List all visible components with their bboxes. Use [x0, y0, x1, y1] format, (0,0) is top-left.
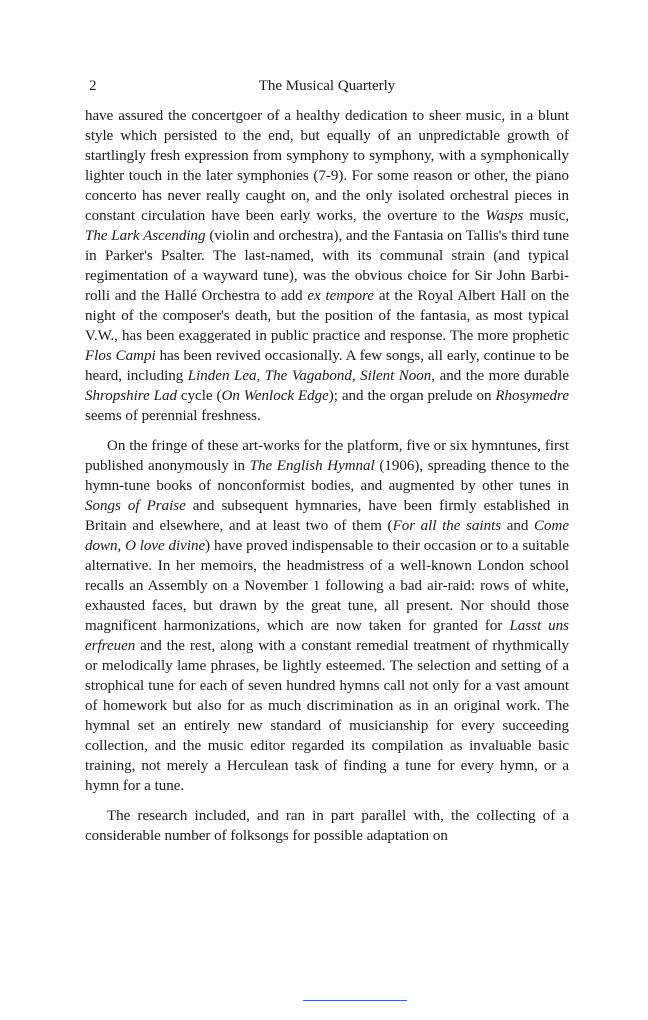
italic-title: Lasst uns erfreuen — [85, 618, 569, 654]
italic-title: Flos Campi — [85, 348, 156, 364]
footer-rule — [303, 1000, 407, 1001]
text-run: at the Royal Albert Hall on the night of the composer's death, but the position of the fantasia, as most typical V.W., has been exaggerated in public practice and response. The more prophetic — [85, 288, 569, 344]
italic-title: The Lark Ascending — [85, 228, 206, 244]
text-run: and the more durable — [435, 368, 569, 384]
italic-title: The English Hymnal — [249, 458, 375, 474]
italic-title: On Wenlock Edge — [221, 388, 329, 404]
text-run: On the fringe of these art-works for the platform, five or six hymntunes, first published anonymously in — [85, 438, 569, 474]
body-text — [85, 106, 569, 846]
italic-title: Rhosymedre — [495, 388, 569, 404]
paragraph-1 — [85, 106, 569, 426]
running-title: The Musical Quarterly — [258, 78, 396, 94]
text-run: (1906), spreading thence to the hymn-tune books of nonconformist bodies, and augmented by other tunes in — [85, 458, 569, 494]
page-header — [85, 78, 569, 100]
text-run: ); and the organ prelude on — [328, 388, 496, 404]
text-run: The research included, and ran in part parallel with, the collecting of a considerable number of folksongs for possible adaptation on — [85, 808, 569, 844]
paragraph-2 — [85, 436, 569, 796]
italic-title: Wasps — [485, 208, 524, 224]
text-run: seems of perennial freshness. — [85, 408, 261, 424]
italic-title: Come down, O love divine — [85, 518, 569, 554]
text-run: and subsequent hymnaries, have been firmly established in Britain and elsewhere, and at least two of them ( — [85, 498, 569, 534]
text-run: and — [501, 518, 534, 534]
italic-title: Songs of Praise — [85, 498, 186, 514]
text-run: music, — [523, 208, 569, 224]
text-run: has been revived occasionally. A few songs, all early, continue to be heard, including — [85, 348, 569, 384]
italic-title: ex tempore — [307, 288, 375, 304]
text-run: (violin and orchestra), and the Fantasia on Tallis's third tune in Parker's Psalter. The last-named, with its communal strain (and typical regimentation of a wayward tune), was the obvious choice for Sir John Barbirolli and the Hallé Orchestra to add — [85, 228, 569, 304]
page-number: 2 — [89, 78, 97, 94]
italic-title: Shropshire Lad — [85, 388, 177, 404]
italic-title: For all the saints — [392, 518, 502, 534]
text-run: have assured the concertgoer of a healthy dedication to sheer music, in a blunt style which persisted to the end, but equally of an unpredictable growth of startlingly fresh expression from symphony to symphony, with a symphonically lighter touch in the later symphonies (7-9). For some reason or other, the piano concerto has never really caught on, and the only isolated orchestral pieces in constant circulation have been early works, the overture to the — [85, 108, 569, 224]
text-run: and the rest, along with a constant remedial treatment of rhythmically or melodically lame phrases, be lightly esteemed. The selection and setting of a strophical tune for each of seven hundred hymns call not only for a vast amount of homework but also for as much discrimination as in an original work. The hymnal set an entirely new standard of musicianship for every succeeding collection, and the music editor regarded its compilation as invaluable basic training, not merely a Herculean task of finding a tune for every hymn, or a hymn for a tune. — [85, 638, 569, 794]
paragraph-3 — [85, 806, 569, 846]
italic-title: Linden Lea, The Vagabond, Silent Noon, — [187, 368, 436, 384]
text-run: cycle ( — [177, 388, 222, 404]
text-run: ) have proved indispensable to their occasion or to a suitable alternative. In her memoirs, the headmistress of a well-known London school recalls an Assembly on a November 1 following a bad air-raid: rows of white, exhausted faces, but drawn by the great tune, all present. Nor should those magnificent harmonizations, which are now taken for granted for — [85, 538, 569, 634]
